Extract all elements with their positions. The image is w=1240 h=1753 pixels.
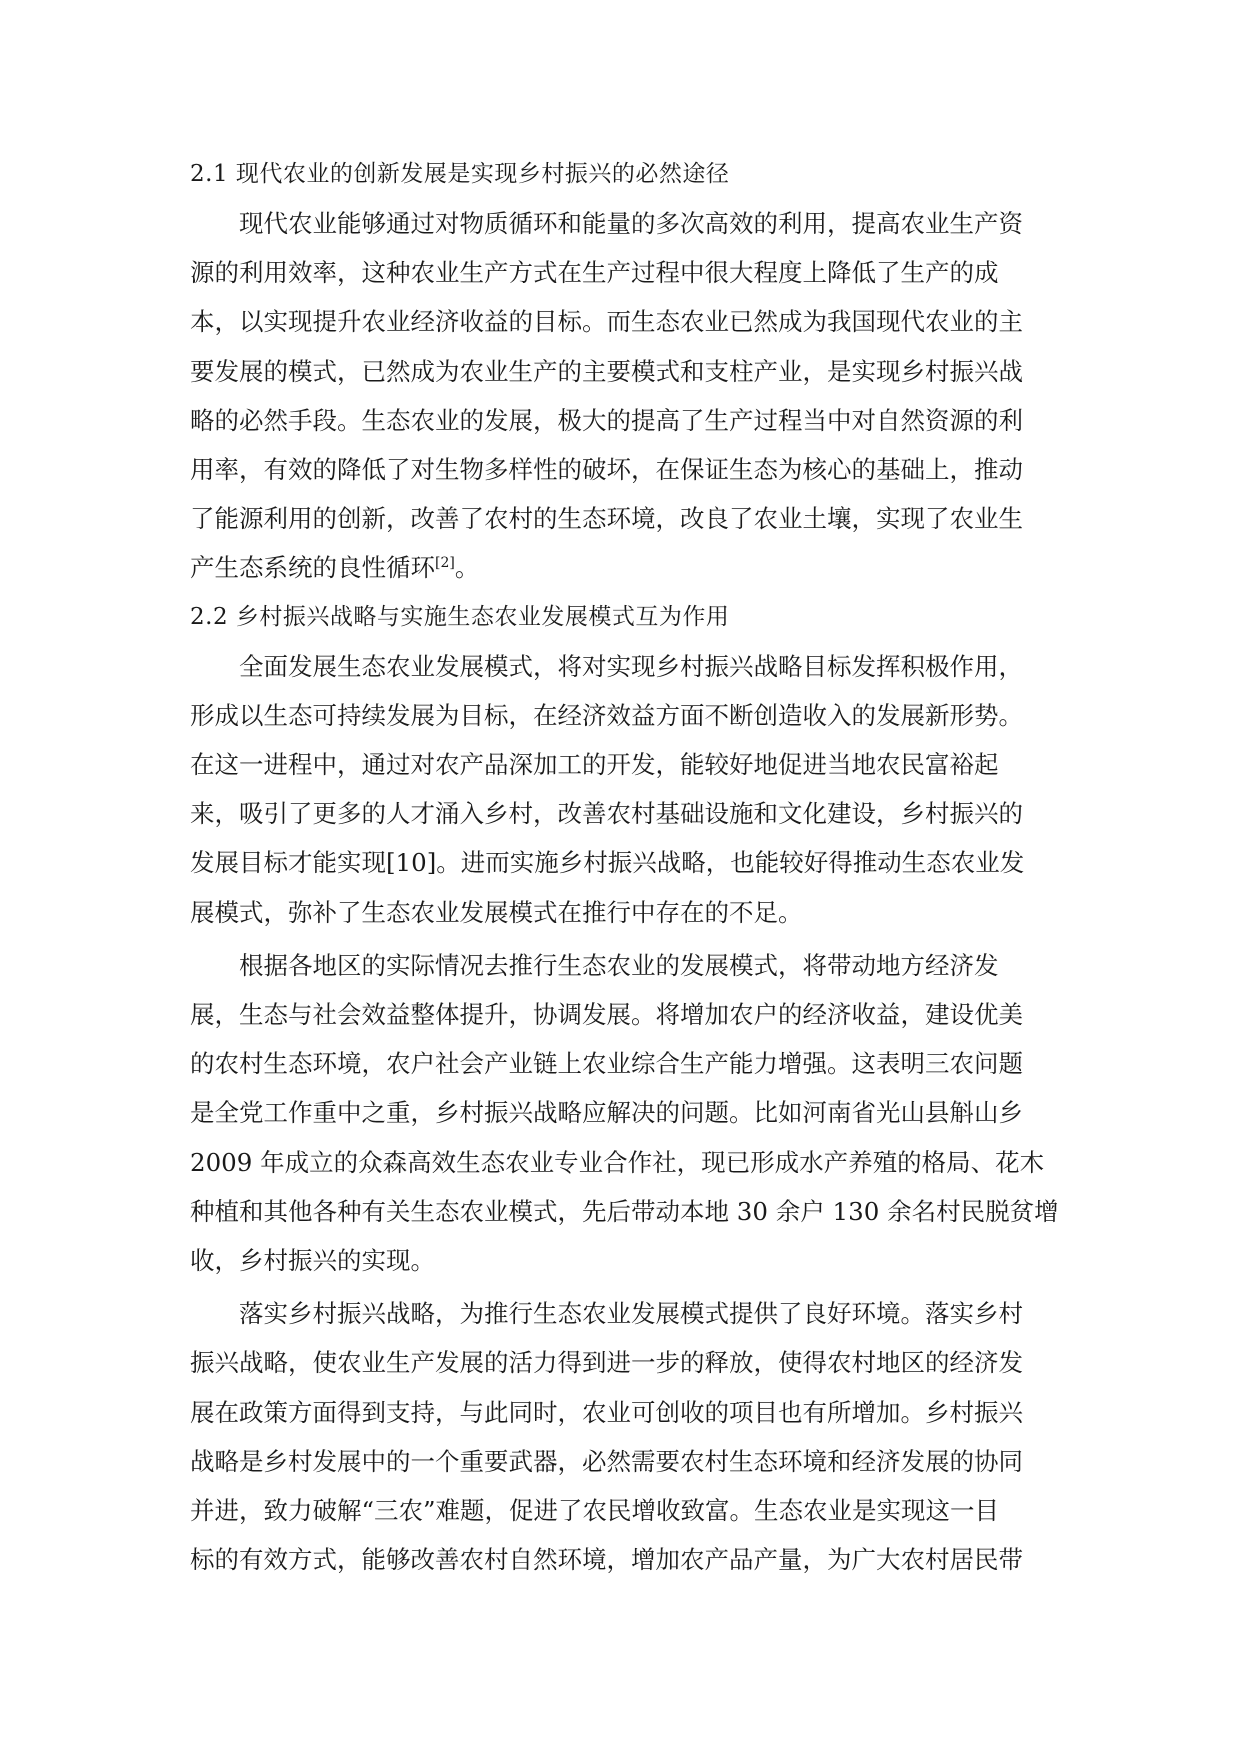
text-line-last (190, 543, 1062, 592)
section-2-2-paragraph-3 (190, 1289, 1062, 1584)
text-line: 源的利用效率，这种农业生产方式在生产过程中很大程度上降低了生产的成 (190, 258, 999, 288)
text-line: 种植和其他各种有关生态农业模式，先后带动本地 30 余户 130 余名村民脱贫增 (190, 1196, 1059, 1226)
citation: [2] (435, 555, 455, 572)
text-line: 战略是乡村发展中的一个重要武器，必然需要农村生态环境和经济发展的协同 (190, 1446, 1023, 1476)
text-line: 标的有效方式，能够改善农村自然环境，增加农产品产量，为广大农村居民带 (190, 1545, 1023, 1575)
text-line: 全面发展生态农业发展模式，将对实现乡村振兴战略目标发挥积极作用， (239, 651, 1023, 681)
section-heading-2-1: 2.1 现代农业的创新发展是实现乡村振兴的必然途径 (190, 161, 730, 187)
text-line: 是全党工作重中之重，乡村振兴战略应解决的问题。比如河南省光山县斛山乡 (190, 1098, 1023, 1128)
text-line: 用率，有效的降低了对生物多样性的破坏，在保证生态为核心的基础上，推动 (190, 455, 1023, 485)
text-line: 要发展的模式，已然成为农业生产的主要模式和支柱产业，是实现乡村振兴战 (190, 356, 1023, 386)
section-heading-2-2: 2.2 乡村振兴战略与实施生态农业发展模式互为作用 (190, 603, 730, 630)
text-line: 振兴战略，使农业生产发展的活力得到进一步的释放，使得农村地区的经济发 (190, 1348, 1023, 1378)
section-2-2-paragraph-2 (190, 941, 1062, 1285)
text-line: 现代农业能够通过对物质循环和能量的多次高效的利用，提高农业生产资 (239, 209, 1023, 238)
text-line: 收，乡村振兴的实现。 (190, 1246, 435, 1276)
text-line: 来，吸引了更多的人才涌入乡村，改善农村基础设施和文化建设，乡村振兴的 (190, 799, 1023, 829)
text-line: 展在政策方面得到支持，与此同时，农业可创收的项目也有所增加。乡村振兴 (190, 1397, 1023, 1427)
section-2-2-paragraph-1 (190, 642, 1062, 937)
text-line: 落实乡村振兴战略，为推行生态农业发展模式提供了良好环境。落实乡村 (239, 1299, 1023, 1329)
text-line: 发展目标才能实现[10]。进而实施乡村振兴战略，也能较好得推动生态农业发 (190, 848, 1025, 878)
text-line: 在这一进程中，通过对农产品深加工的开发，能较好地促进当地农民富裕起 (190, 750, 999, 780)
text-line: 的农村生态环境，农户社会产业链上农业综合生产能力增强。这表明三农问题 (190, 1049, 1023, 1079)
text-line: 并进，致力破解“三农”难题，促进了农民增收致富。生态农业是实现这一目 (190, 1496, 1000, 1526)
text-line: 展模式，弥补了生态农业发展模式在推行中存在的不足。 (190, 897, 803, 927)
document-page (190, 150, 1062, 1584)
text-line: 根据各地区的实际情况去推行生态农业的发展模式，将带动地方经济发 (239, 950, 999, 980)
text-line: 本，以实现提升农业经济收益的目标。而生态农业已然成为我国现代农业的主 (190, 307, 1023, 337)
end-punctuation: 。 (454, 553, 480, 583)
text-line: 2009 年成立的众森高效生态农业专业合作社，现已形成水产养殖的格局、花木 (190, 1147, 1045, 1177)
text-line: 略的必然手段。生态农业的发展，极大的提高了生产过程当中对自然资源的利 (190, 405, 1023, 435)
text-line: 展，生态与社会效益整体提升，协调发展。将增加农户的经济收益，建设优美 (190, 1000, 1023, 1030)
section-2-1-paragraph (190, 199, 1062, 593)
text-line: 了能源利用的创新，改善了农村的生态环境，改良了农业土壤，实现了农业生 (190, 504, 1023, 534)
text-line: 形成以生态可持续发展为目标，在经济效益方面不断创造收入的发展新形势。 (190, 700, 1023, 730)
text-line-content: 产生态系统的良性循环 (190, 553, 435, 583)
